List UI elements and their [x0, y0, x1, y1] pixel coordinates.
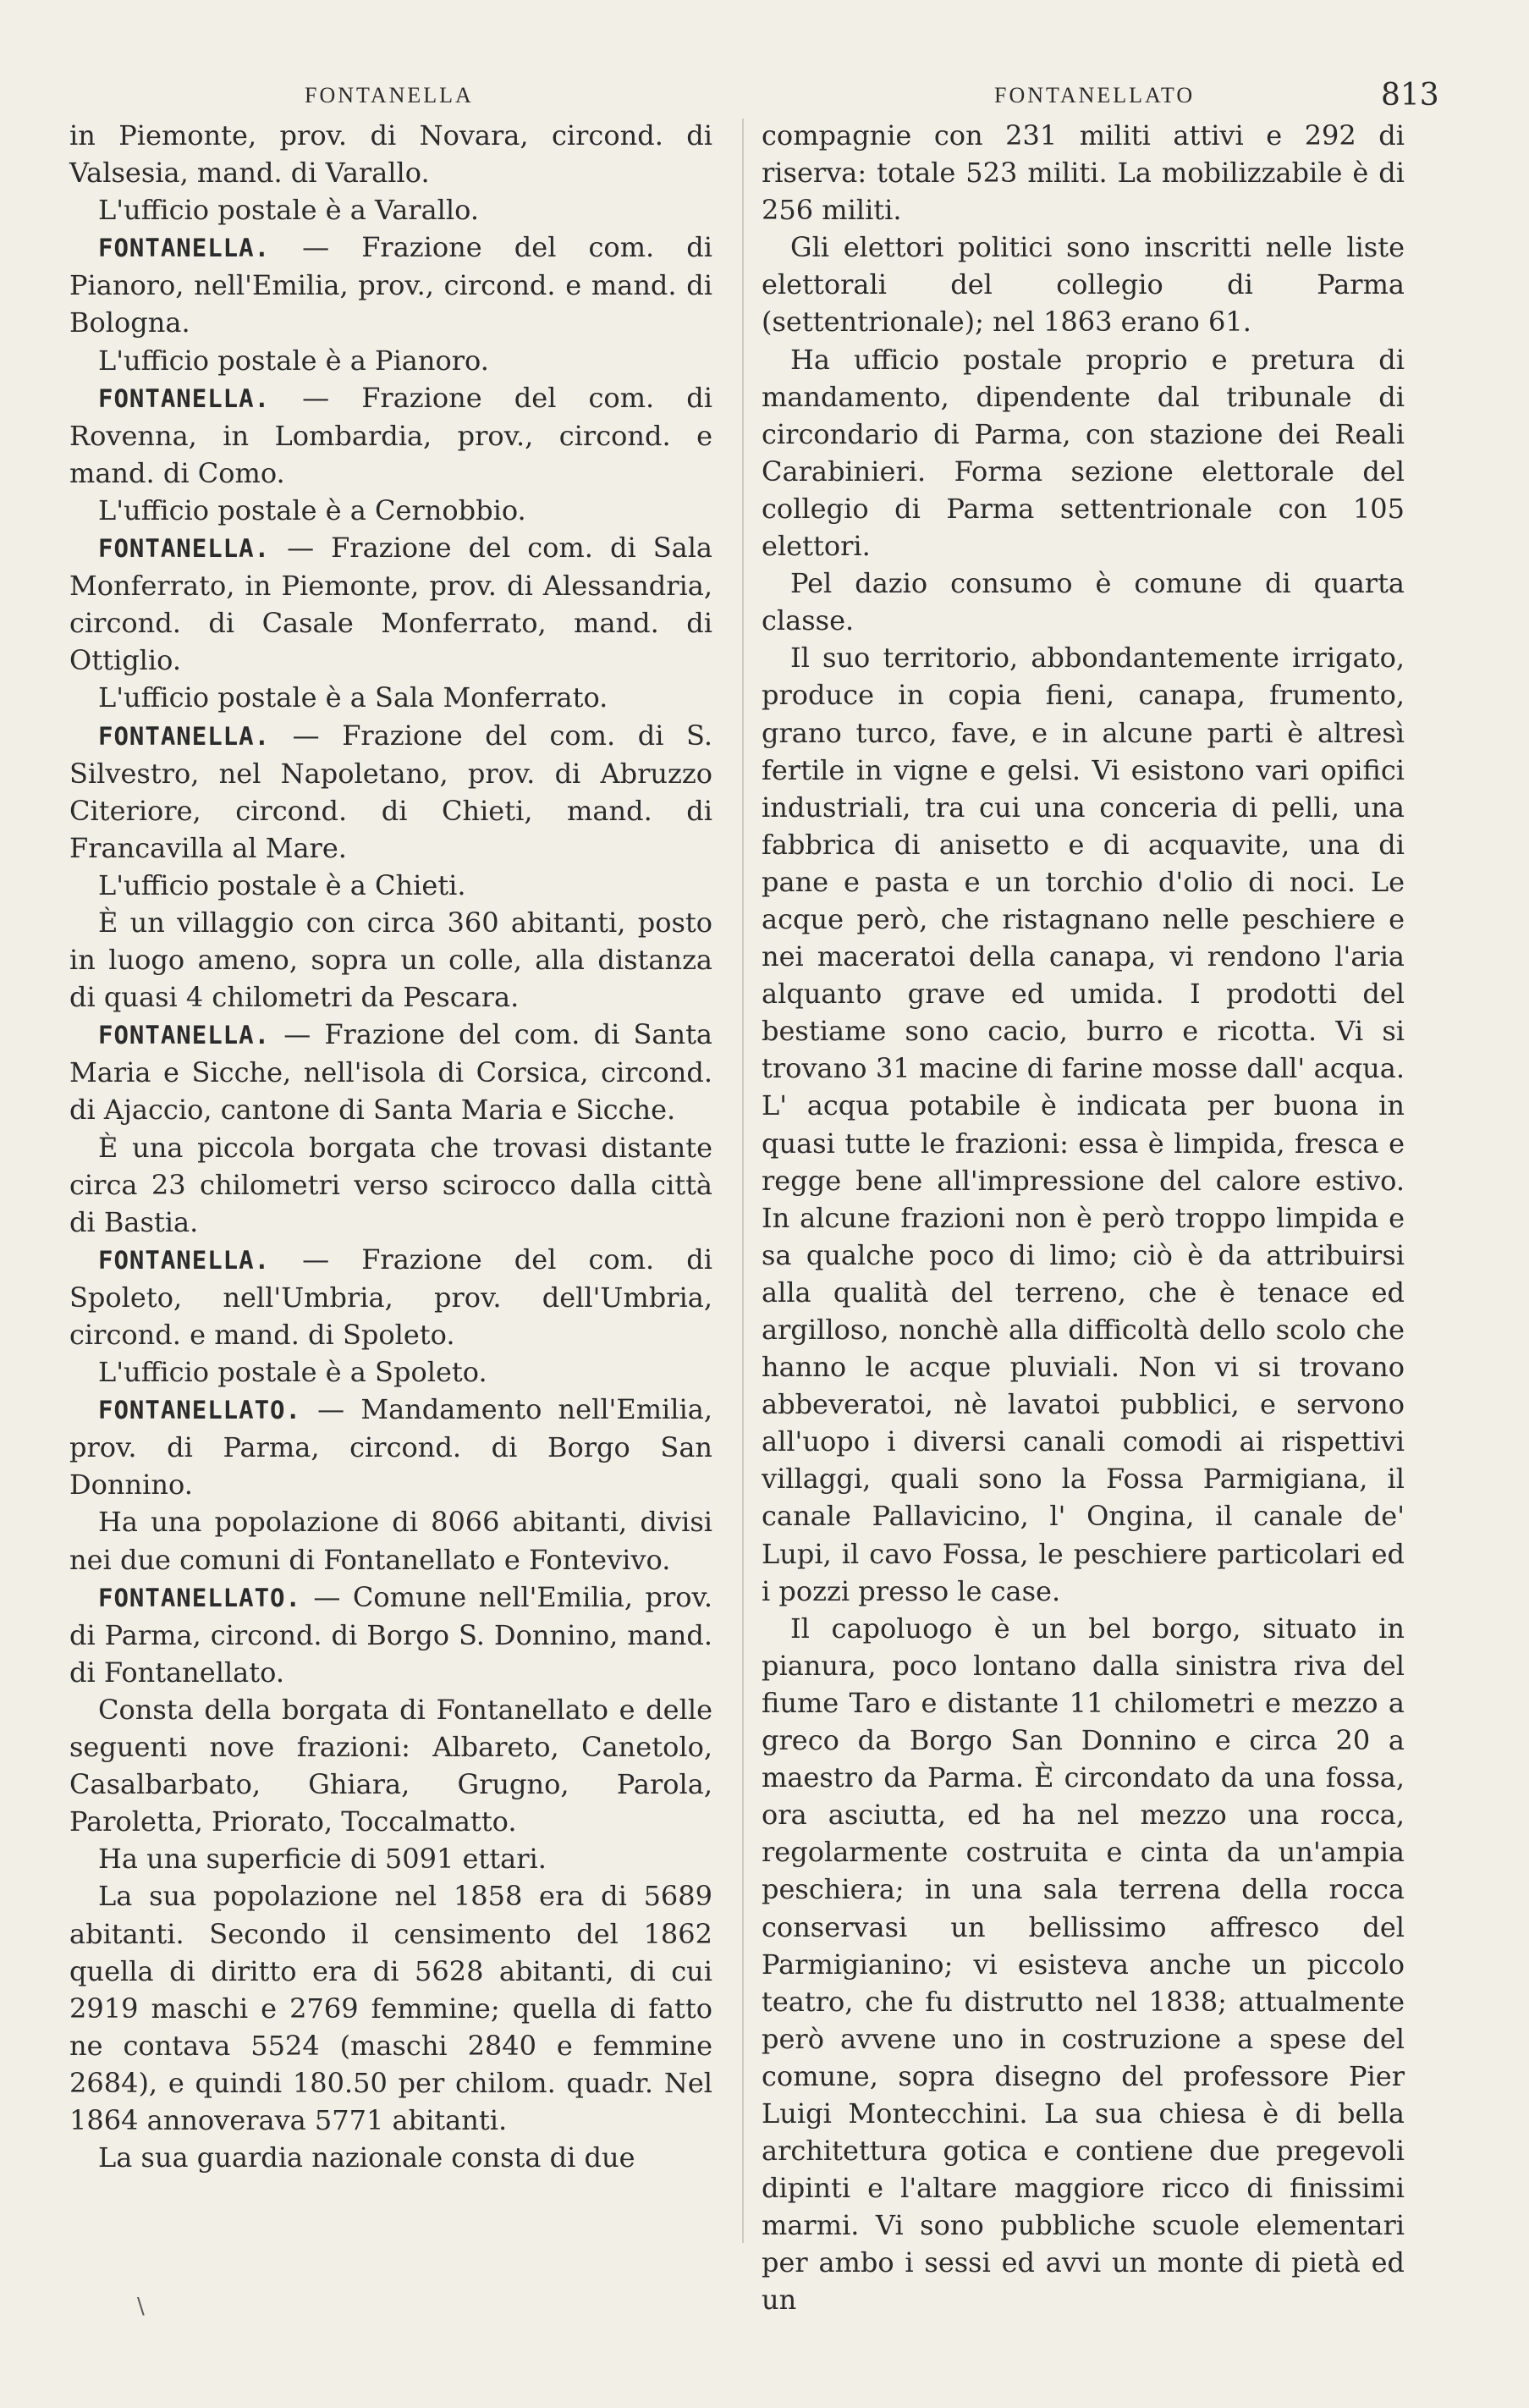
paragraph-text: È una piccola borgata che trovasi distante circa 23 chilometri verso scirocco dalla città di Bastia. [69, 1131, 712, 1238]
paragraph-text: in Piemonte, prov. di Novara, circond. di Valsesia, mand. di Varallo. [69, 119, 712, 190]
entry-keyword: FONTANELLA. [98, 721, 271, 751]
paragraph [69, 117, 712, 191]
paragraph-text: compagnie con 231 militi attivi e 292 di riserva: totale 523 militi. La mobilizzabile è di 256 militi. [762, 119, 1405, 227]
entry-keyword: FONTANELLA. [98, 234, 271, 263]
paragraph-text: — Frazione del com. di Spoleto, nell'Umbria, prov. dell'Umbria, circond. e mand. di Spoleto. [69, 1243, 712, 1351]
paragraph [762, 229, 1405, 340]
paragraph-text: L'ufficio postale è a Spoleto. [98, 1356, 487, 1389]
right-column [762, 117, 1405, 2319]
paragraph-text: L'ufficio postale è a Varallo. [98, 194, 479, 227]
paragraph [69, 379, 712, 492]
paragraph [69, 342, 712, 379]
entry-keyword: FONTANELLATO. [98, 1583, 301, 1612]
paragraph-text: Gli elettori politici sono inscritti nelle liste elettorali del collegio di Parma (settentrionale); nel 1863 erano 61. [762, 231, 1405, 339]
paragraph [762, 1610, 1405, 2319]
paragraph-text: — Mandamento nell'Emilia, prov. di Parma, circond. di Borgo San Donnino. [69, 1393, 712, 1502]
paragraph-text: Ha ufficio postale proprio e pretura di mandamento, dipendente dal tribunale di circondario di Parma, con stazione dei Reali Carabinieri. Forma sezione elettorale del collegio di Parma settentrionale con 105 elettori. [762, 343, 1405, 563]
paragraph-text: — Frazione del com. di Pianoro, nell'Emilia, prov., circond. e mand. di Bologna. [69, 231, 712, 339]
paragraph [69, 1241, 712, 1353]
paragraph-text: — Frazione del com. di Santa Maria e Sicche, nell'isola di Corsica, circond. di Ajaccio, cantone di Santa Maria e Sicche. [69, 1018, 712, 1127]
paragraph-text: Ha una superficie di 5091 ettari. [98, 1843, 547, 1876]
paragraph [69, 1016, 712, 1128]
entry-keyword: FONTANELLA. [98, 1021, 271, 1050]
paragraph [69, 1503, 712, 1578]
page-number: 813 [1381, 78, 1439, 113]
paragraph [69, 1691, 712, 1840]
paragraph-text: Ha una popolazione di 8066 abitanti, divisi nei due comuni di Fontanellato e Fontevivo. [69, 1506, 712, 1576]
entry-keyword: FONTANELLA. [98, 534, 271, 564]
running-head-right-word: FONTANELLATO [994, 83, 1196, 107]
paragraph-text: L'ufficio postale è a Chieti. [98, 868, 466, 901]
paragraph [69, 1579, 712, 1691]
entry-keyword: FONTANELLA. [98, 1245, 271, 1275]
column-divider [742, 118, 744, 2243]
paragraph-text: Pel dazio consumo è comune di quarta classe. [762, 567, 1405, 637]
paragraph-text: Il capoluogo è un bel borgo, situato in pianura, poco lontano dalla sinistra riva del fiume Taro e distante 11 chilometri e mezzo a greco da Borgo San Donnino e circa 20 a maestro da Parma. È circondato da una fossa, ora asciutta, ed ha nel mezzo una rocca, regolarmente costruita e cinta da un'ampia peschiera; in una sala terrena della rocca conservasi un bellissimo affresco del Parmigianino; vi esisteva anche un piccolo teatro, che fu distrutto nel 1838; attualmente però avvene uno in costruzione a spese del comune, sopra disegno del professore Pier Luigi Montecchini. La sua chiesa è di bella architettura gotica e contiene due pregevoli dipinti e l'altare maggiore ricco di finissimi marmi. Vi sono pubbliche scuole elementari per ambo i sessi ed avvi un monte di pietà ed un [762, 1612, 1405, 2317]
paragraph-text: È un villaggio con circa 360 abitanti, posto in luogo ameno, sopra un colle, alla distanza di quasi 4 chilometri da Pescara. [69, 906, 712, 1014]
running-head-left-word: FONTANELLA [305, 83, 474, 107]
paragraph-text: — Frazione del com. di Sala Monferrato, in Piemonte, prov. di Alessandria, circond. di Casale Monferrato, mand. di Ottiglio. [69, 532, 712, 677]
paragraph [762, 639, 1405, 1609]
paragraph [69, 492, 712, 529]
paragraph [69, 904, 712, 1016]
paragraph-text: La sua guardia nazionale consta di due [98, 2141, 635, 2174]
paragraph-text: Consta della borgata di Fontanellato e delle seguenti nove frazioni: Albareto, Canetolo, Casalbarbato, Ghiara, Grugno, Parola, Paroletta, Priorato, Toccalmatto. [69, 1693, 712, 1838]
paragraph-text: L'ufficio postale è a Sala Monferrato. [98, 681, 608, 714]
paragraph [69, 1391, 712, 1503]
paragraph-text: L'ufficio postale è a Cernobbio. [98, 493, 526, 526]
paragraph [69, 867, 712, 904]
paragraph [69, 717, 712, 867]
paragraph [69, 1877, 712, 2139]
paragraph [69, 229, 712, 341]
paragraph [762, 117, 1405, 229]
footer-mark: \ [137, 2294, 145, 2319]
paragraph [69, 2139, 712, 2176]
paragraph [69, 1353, 712, 1391]
paragraph-text: Il suo territorio, abbondantemente irrigato, produce in copia fieni, canapa, frumento, grano turco, fave, e in alcune parti è altresì fertile in vigne e gelsi. Vi esistono vari opifici industriali, tra cui una conceria di pelli, una fabbrica di anisetto e di acquavite, una di pane e pasta e un torchio d'olio di noci. Le acque però, che ristagnano nelle peschiere e nei maceratoi della canapa, vi rendono l'aria alquanto grave ed umida. I prodotti del bestiame sono cacio, burro e ricotta. Vi si trovano 31 macine di farine mosse dall' acqua. L' acqua potabile è indicata per buona in quasi tutte le frazioni: essa è limpida, fresca e regge bene all'impressione del calore estivo. In alcune frazioni non è però troppo limpida e sa qualche poco di limo; ciò è da attribuirsi alla qualità del terreno, che è tenace ed argilloso, nonchè alla difficoltà dello scolo che hanno le acque pluviali. Non vi si trovano abbeveratoi, nè lavatoi pubblici, e servono all'uopo i diversi canali comodi ai rispettivi villaggi, quali sono la Fossa Parmigiana, il canale Pallavicino, l' Ongina, il canale de' Lupi, il cavo Fossa, le peschiere particolari ed i pozzi presso le case. [762, 642, 1405, 1607]
entry-keyword: FONTANELLATO. [98, 1396, 301, 1425]
paragraph-text: — Frazione del com. di Rovenna, in Lombardia, prov., circond. e mand. di Como. [69, 381, 712, 489]
paragraph-text: — Comune nell'Emilia, prov. di Parma, circond. di Borgo S. Donnino, mand. di Fontanellato. [69, 1580, 712, 1689]
paragraph-text: La sua popolazione nel 1858 era di 5689 abitanti. Secondo il censimento del 1862 quella di diritto era di 5628 abitanti, di cui 2919 maschi e 2769 femmine; quella di fatto ne contava 5524 (maschi 2840 e femmine 2684), e quindi 180.50 per chilom. quadr. Nel 1864 annoverava 5771 abitanti. [69, 1880, 712, 2136]
paragraph [69, 679, 712, 716]
paragraph [69, 1840, 712, 1877]
paragraph [762, 341, 1405, 565]
paragraph-text: — Frazione del com. di S. Silvestro, nel Napoletano, prov. di Abruzzo Citeriore, circond. di Chieti, mand. di Francavilla al Mare. [69, 719, 712, 864]
paragraph [762, 565, 1405, 639]
paragraph-text: L'ufficio postale è a Pianoro. [98, 344, 489, 377]
paragraph [69, 1129, 712, 1241]
left-column [69, 117, 712, 2176]
entry-keyword: FONTANELLA. [98, 383, 271, 413]
paragraph [69, 191, 712, 229]
paragraph [69, 529, 712, 679]
